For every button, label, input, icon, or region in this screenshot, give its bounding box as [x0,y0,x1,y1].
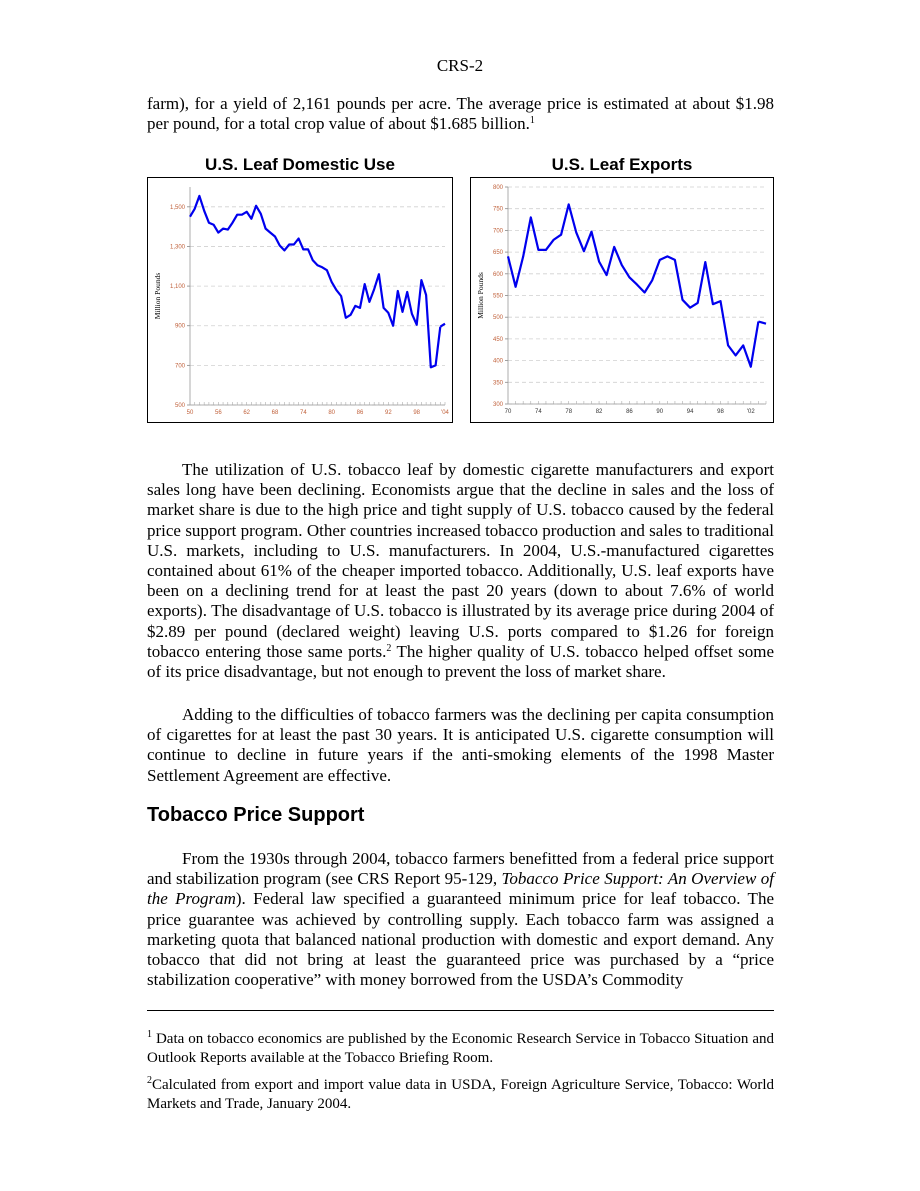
x-tick-label: 92 [384,410,392,416]
paragraph-2-text-end: The higher quality of U.S. tobacco helped offset some of its price disadvantage, but not enough to prevent the loss of market share. [147,641,775,682]
section-heading: Tobacco Price Support [147,804,365,826]
x-tick-label: 98 [413,410,421,416]
y-tick-label: 700 [174,363,185,370]
x-tick-label: 50 [186,410,194,416]
x-tick-label: 70 [504,409,512,415]
y-tick-label: 1,500 [169,204,185,211]
chart-title-exports: U.S. Leaf Exports [551,155,693,174]
y-tick-label: 550 [492,293,503,300]
footnote-ref-1[interactable]: 1 [529,115,535,127]
report-title: Tobacco Price Support: An Overview of the Program [147,869,774,909]
paragraph-4-text: From the 1930s through 2004, tobacco farmers benefitted from a federal price support and stabilization program (see CRS Report 95-129, [147,849,774,889]
y-tick-label: 300 [492,402,503,408]
chart-exports-svg [471,178,775,424]
series-line-end [758,322,766,324]
y-tick-label: 900 [174,323,185,330]
page-header: CRS-2 [436,56,484,75]
paragraph-4-text-end: ). Federal law specified a guaranteed minimum price for leaf tobacco. The price guarantee was achieved by controlling supply. Each tobacco farm was assigned a marketing quota that balanced national production with domestic and export demand. Any tobacco that did not bring at least the guaranteed price was purchased by a “price stabilization cooperative” with money borrowed from the USDA’s Commodity [147,889,774,990]
x-tick-label: 98 [717,409,724,415]
paragraph-2 [147,460,774,682]
x-tick-label: 74 [299,410,307,416]
y-tick-label: 1,100 [169,284,185,291]
x-tick-label: 68 [271,410,279,416]
x-tick-label: '02 [746,409,755,415]
chart-domestic-svg [148,178,454,424]
paragraph-4 [147,849,774,990]
footnote-1 [147,1030,774,1068]
y-tick-label: 500 [492,315,503,322]
y-tick-label: 800 [492,185,503,191]
x-tick-label: 86 [626,409,633,415]
chart-title-domestic: U.S. Leaf Domestic Use [205,155,395,174]
x-tick-label: 74 [535,409,542,415]
y-tick-label: 700 [492,228,503,235]
chart-leaf-exports [470,177,774,423]
series-line [190,196,440,367]
x-tick-label: 56 [214,410,222,416]
x-tick-label: '04 [441,410,449,416]
y-tick-label: 600 [492,271,503,278]
y-axis-title: Million Pounds [153,272,162,320]
y-axis-title: Million Pounds [476,272,485,319]
footnote-1-marker: 1 [147,1029,152,1040]
footnote-rule [147,1010,774,1011]
footnote-ref-2[interactable]: 2 [386,642,392,654]
y-tick-label: 500 [174,403,185,409]
paragraph-3: Adding to the difficulties of tobacco farmers was the declining per capita consumption of cigarettes for at least the past 30 years. It is anticipated U.S. cigarette consumption will continue to decline in future years if the anti-smoking elements of the 1998 Master Settlement Agreement are effective. [147,705,774,785]
y-tick-label: 1,300 [169,244,185,251]
series-line-end [440,324,445,327]
x-tick-label: 78 [565,409,573,415]
x-tick-label: 94 [686,409,694,415]
intro-text: farm), for a yield of 2,161 pounds per acre. The average price is estimated at about $1.98 per pound, for a total crop value of about $1.685 billion. [147,94,774,134]
footnote-2-marker: 2 [147,1075,152,1086]
x-tick-label: 82 [595,409,603,415]
y-tick-label: 400 [492,358,503,365]
footnote-2-text: Calculated from export and import value data in USDA, Foreign Agriculture Service, Tobacco: World Markets and Trade, January 2004. [147,1077,774,1112]
chart-domestic-use [147,177,453,423]
x-tick-label: 90 [656,409,664,415]
series-line [508,204,758,366]
y-tick-label: 750 [492,206,503,213]
footnote-1-text: Data on tobacco economics are published by the Economic Research Service in Tobacco Situation and Outlook Reports available at the Tobacco Briefing Room. [147,1031,774,1066]
x-tick-label: 80 [328,410,336,416]
y-tick-label: 350 [492,380,503,387]
intro-paragraph [147,94,774,134]
footnote-2 [147,1076,774,1114]
x-tick-label: 62 [243,410,251,416]
y-tick-label: 450 [492,336,503,343]
x-tick-label: 86 [356,410,364,416]
paragraph-2-text: The utilization of U.S. tobacco leaf by domestic cigarette manufacturers and export sales long have been declining. Economists argue that the decline in sales and the loss of market share is due to the high price and tight supply of U.S. tobacco caused by the federal price support program. Other countries increased tobacco production and sales to traditional U.S. markets, including to U.S. manufacturers. In 2004, U.S.-manufactured cigarettes contained about 61% of the cheaper imported tobacco. Additionally, U.S. leaf exports have been on a declining trend for at least the past 20 years (down to about 7.6% of world exports). The disadvantage of U.S. tobacco is illustrated by its average price during 2004 of $2.89 per pound (declared weight) leaving U.S. ports compared to $1.26 for foreign tobacco entering those same ports. [147,460,774,661]
y-tick-label: 650 [492,250,503,257]
